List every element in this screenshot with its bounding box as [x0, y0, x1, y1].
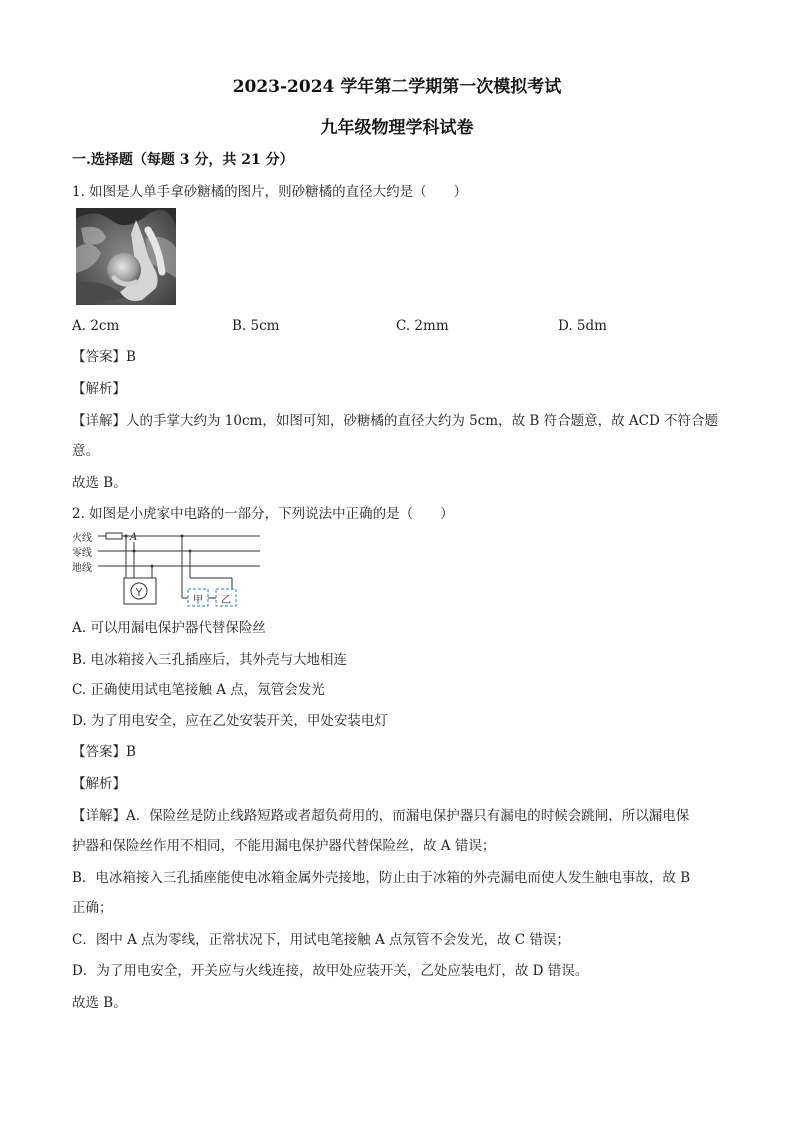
q2-stem: 2. 如图是小虎家中电路的一部分，下列说法中正确的是（ ）: [72, 506, 454, 522]
q1-answer: 【答案】B: [72, 349, 136, 365]
label-neutral-wire: 零线: [72, 548, 92, 559]
q1-option-a: A. 2cm: [72, 318, 120, 334]
label-point-a: A: [130, 532, 138, 543]
q1-option-b: B. 5cm: [232, 318, 280, 334]
label-live-wire: 火线: [72, 533, 92, 544]
q2-detail-c: C．图中 A 点为零线，正常状况下，用试电笔接触 A 点氖管不会发光，故 C 错误；: [72, 932, 570, 948]
q2-analysis-label: 【解析】: [72, 776, 126, 792]
q1-analysis-label: 【解析】: [72, 381, 126, 397]
q1-detail-line2: 意。: [72, 443, 99, 459]
q1-stem: 1. 如图是人单手拿砂糖橘的图片，则砂糖橘的直径大约是（ ）: [72, 184, 468, 200]
label-box-yi: 乙: [221, 595, 231, 606]
q1-photo-hand-holding-orange: [76, 208, 176, 305]
label-box-jia: 甲: [193, 595, 203, 606]
exam-title: 2023-2024 学年第二学期第一次模拟考试: [232, 77, 562, 97]
label-ground-wire: 地线: [72, 563, 92, 574]
q2-detail-d: D．为了用电安全，开关应与火线连接，故甲处应装开关，乙处应装电灯，故 D 错误。: [72, 963, 589, 979]
q1-option-c: C. 2mm: [396, 318, 449, 334]
q2-answer: 【答案】B: [72, 744, 136, 760]
q2-option-a: A. 可以用漏电保护器代替保险丝: [72, 620, 266, 636]
q2-option-d: D. 为了用电安全，应在乙处安装开关，甲处安装电灯: [72, 713, 388, 729]
q2-conclusion: 故选 B。: [72, 995, 127, 1011]
q2-option-b: B. 电冰箱接入三孔插座后，其外壳与大地相连: [72, 652, 348, 668]
q2-detail-a-line2: 护器和保险丝作用不相同，不能用漏电保护器代替保险丝，故 A 错误；: [72, 838, 496, 854]
q2-option-c: C. 正确使用试电笔接触 A 点，氖管会发光: [72, 682, 325, 698]
q2-detail-b-line1: B．电冰箱接入三孔插座能使电冰箱金属外壳接地，防止由于冰箱的外壳漏电而使人发生触电事故，故 B: [72, 870, 691, 886]
section-heading: 一.选择题（每题 3 分，共 21 分）: [72, 152, 294, 168]
q2-detail-a-line1: 【详解】A．保险丝是防止线路短路或者超负荷用的，而漏电保护器只有漏电的时候会跳闸，所以漏电保: [72, 808, 690, 824]
q2-circuit-diagram: [72, 528, 272, 612]
q1-conclusion: 故选 B。: [72, 475, 127, 491]
q1-detail-line1: 【详解】人的手掌大约为 10cm，如图可知，砂糖橘的直径大约为 5cm，故 B 符合题意，故 ACD 不符合题: [72, 413, 719, 429]
q2-detail-b-line2: 正确；: [72, 900, 113, 916]
q1-option-d: D. 5dm: [558, 318, 607, 334]
exam-subtitle: 九年级物理学科试卷: [320, 118, 474, 138]
